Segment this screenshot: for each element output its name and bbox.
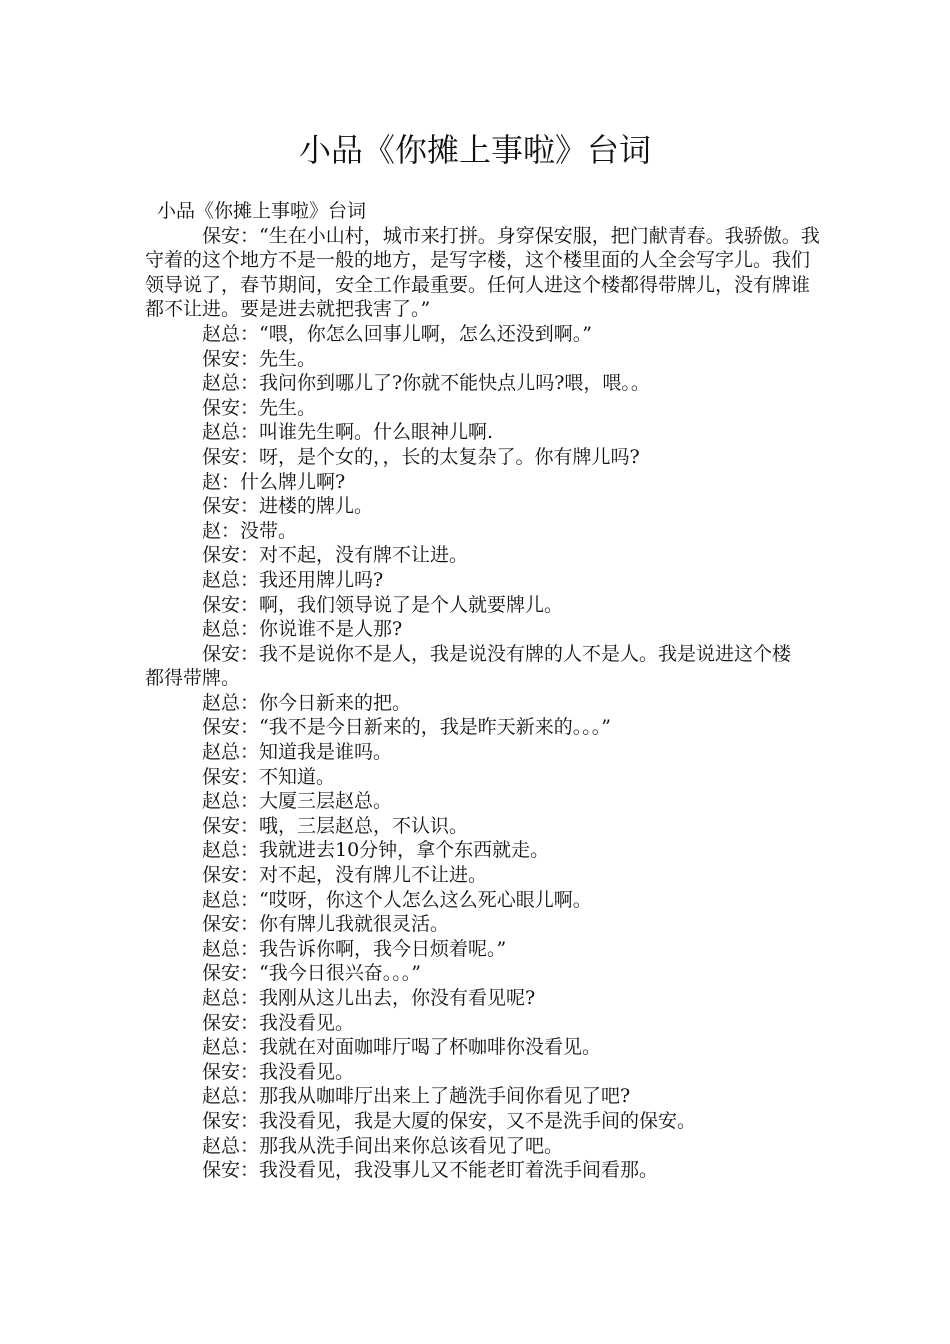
dialogue-line: 赵总：“哎呀，你这个人怎么这么死心眼儿啊。 xyxy=(202,888,592,911)
dialogue-line: 赵总：叫谁先生啊。什么眼神儿啊. xyxy=(202,421,494,444)
dialogue-line: 赵总：我还用牌儿吗? xyxy=(202,568,384,591)
dialogue-line: 保安：“我今日很兴奋。。。” xyxy=(202,962,421,985)
dialogue-line: 保安：我不是说你不是人，我是说没有牌的人不是人。我是说进这个楼都得带牌。 xyxy=(145,642,792,690)
dialogue-line: 赵总：知道我是谁吗。 xyxy=(202,741,393,764)
dialogue-line: 保安：进楼的牌儿。 xyxy=(202,495,374,518)
dialogue-line: 保安：“生在小山村，城市来打拼。身穿保安服，把门献青春。我骄傲。我守着的这个地方不是一般的地方，是写字楼，这个楼里面的人全会写字儿。我们领导说了，春节期间，安全工作最重要。任何人进这个楼都得带牌儿，没有牌谁都不让进。要是进去就把我害了。” xyxy=(145,224,820,321)
dialogue-line: 保安：啊，我们领导说了是个人就要牌儿。 xyxy=(202,593,564,616)
dialogue-line: 赵总：我告诉你啊，我今日烦着呢。” xyxy=(202,937,507,960)
dialogue-line: 保安：我没看见，我没事儿又不能老盯着洗手间看那。 xyxy=(202,1159,659,1182)
dialogue-line: 赵总：我刚从这儿出去，你没有看见呢? xyxy=(202,987,536,1009)
dialogue-line: 赵总：你说谁不是人那? xyxy=(202,618,403,641)
dialogue-line: 保安：我没看见。 xyxy=(202,1011,355,1034)
dialogue-line: 保安：不知道。 xyxy=(202,765,336,788)
dialogue-line: 赵总：那我从洗手间出来你总该看见了吧。 xyxy=(202,1134,564,1157)
dialogue-line: 保安：呀，是个女的，，长的太复杂了。你有牌儿吗? xyxy=(202,445,640,468)
dialogue-line: 保安：先生。 xyxy=(202,347,317,370)
dialogue-line: 赵总：“喂，你怎么回事儿啊，怎么还没到啊。” xyxy=(202,322,592,345)
dialogue-line: 赵总：我问你到哪儿了?你就不能快点儿吗?喂，喂。。 xyxy=(202,372,650,395)
dialogue-line: 保安：我没看见，我是大厦的保安，又不是洗手间的保安。 xyxy=(202,1109,697,1132)
page-title: 小品《你摊上事啦》台词 xyxy=(298,131,651,169)
dialogue-line: 赵总：我就进去10分钟，拿个东西就走。 xyxy=(202,839,550,862)
dialogue-line: 保安：“我不是今日新来的，我是昨天新来的。。。” xyxy=(202,716,611,739)
dialogue-line: 赵总：我就在对面咖啡厅喝了杯咖啡你没看见。 xyxy=(202,1036,602,1059)
document-body xyxy=(145,199,825,1183)
dialogue-line: 保安：对不起，没有牌儿不让进。 xyxy=(202,864,488,887)
dialogue-line: 保安：我没看见。 xyxy=(202,1060,355,1083)
dialogue-line: 保安：先生。 xyxy=(202,396,317,419)
dialogue-line: 赵：什么牌儿啊? xyxy=(202,470,346,493)
dialogue-line: 赵总：大厦三层赵总。 xyxy=(202,790,393,813)
dialogue-line: 保安：你有牌儿我就很灵活。 xyxy=(202,913,450,936)
dialogue-line: 赵总：你今日新来的把。 xyxy=(202,691,412,714)
dialogue-line: 保安：对不起，没有牌不让进。 xyxy=(202,544,469,567)
dialogue-line: 保安：哦，三层赵总，不认识。 xyxy=(202,814,469,837)
document-subtitle: 小品《你摊上事啦》台词 xyxy=(157,200,367,222)
dialogue-line: 赵总：那我从咖啡厅出来上了趟洗手间你看见了吧? xyxy=(202,1085,631,1108)
dialogue-line: 赵：没带。 xyxy=(202,519,298,542)
